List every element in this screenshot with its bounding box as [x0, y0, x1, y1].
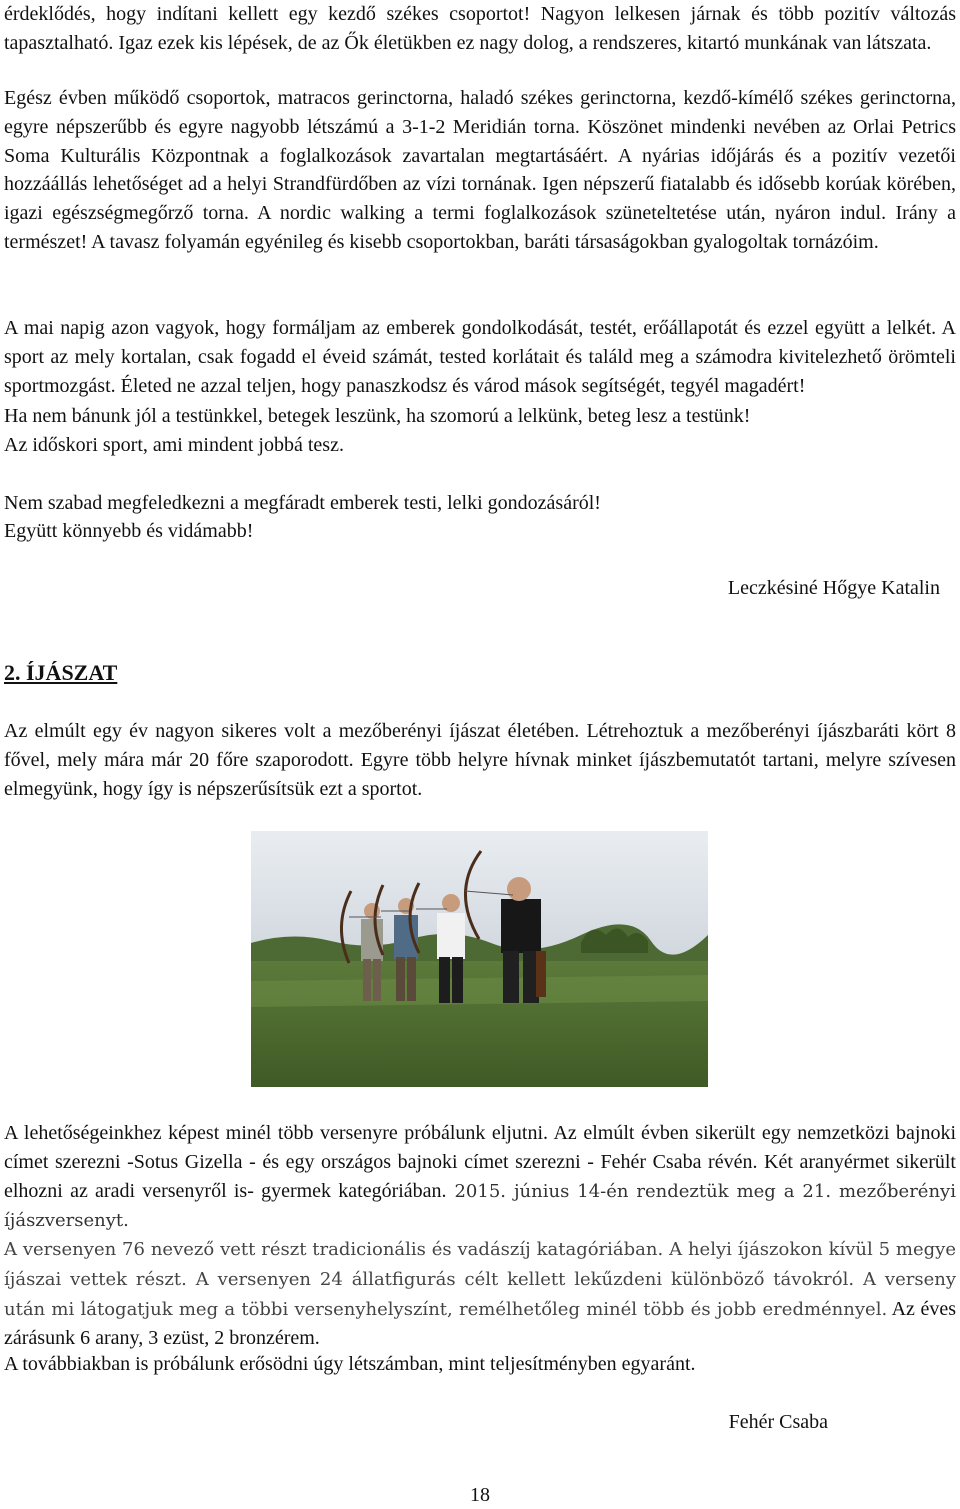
competitions-text: A lehetőségeinkhez képest minél több versenyre próbálunk eljutni. Az elmúlt évben sikerült egy nemzetközi bajnoki címet szerezni -Sotus Gizella - és egy országos bajnoki címet szerezni - Fehér Csaba révén. Két aranyérmet sikerült elhozni az aradi versenyről is- gyermek kategóriában. [4, 1122, 956, 1202]
signature-katalin: Leczkésiné Hőgye Katalin [727, 577, 940, 599]
page-number: 18 [470, 1484, 490, 1506]
paragraph-groups: Egész évben működő csoportok, matracos gerinctorna, haladó székes gerinctorna, kezdő-kímélő székes gerinctorna, egyre népszerűbb és egyre nagyobb létszámú a 3-1-2 Meridián torna. Köszönet mindenki nevében az Orlai Petrics Soma Kulturális Központnak a foglalkozások zavartalan megtartásáért. A nyárias időjárás és a pozitív vezetői hozzáállás lehetőséget ad a helyi Strandfürdőben az vízi tornának. Igen népszerű fiatalabb és idősebb korúak körében, igazi egészségmegőrző torna. A nordic walking a termi foglalkozások szüneteltetése után, nyáron indul. Irány a természet! A tavasz folyamán egyénileg és kisebb csoportokban, baráti társaságokban gyalogoltak tornázóim. [4, 87, 956, 253]
paragraph-intro: érdeklődés, hogy indítani kellett egy kezdő székes csoportot! Nagyon lelkesen járnak és több pozitív változás tapasztalható. Igaz ezek kis lépések, de az Ők életükben ez nagy dolog, a rendszeres, kitartó munkának van látszata. [4, 3, 956, 54]
paragraph-archery-competitions [4, 1119, 956, 1236]
line-together: Együtt könnyebb és vidámabb! [4, 520, 254, 542]
line-care: Nem szabad megfeledkezni a megfáradt emberek testi, lelki gondozásáról! [4, 492, 601, 514]
paragraph-mission: A mai napig azon vagyok, hogy formáljam az emberek gondolkodását, testét, erőállapotát és ezzel együtt a lelkét. A sport az mely kortalan, csak fogadd el éveid számát, tested korlátait és találd meg a számodra kivitelezhető örömteli sportmozgást. Életed ne azzal teljen, hogy panaszkodsz és várod mások segítségét, tegyél magadért! [4, 317, 956, 397]
line-body-soul: Ha nem bánunk jól a testünkkel, betegek leszünk, ha szomorú a lelkünk, beteg lesz a testünk! [4, 405, 751, 427]
line-elderly-sport: Az időskori sport, ami mindent jobbá tesz. [4, 434, 344, 456]
competition-date-text: 2015. június 14-én rendeztük meg a 21. mezőberényi íjászversenyt. [4, 1180, 956, 1232]
signature-csaba: Fehér Csaba [728, 1411, 828, 1433]
medals-text: Az éves zárásunk 6 arany, 3 ezüst, 2 bronzérem. [4, 1297, 956, 1350]
paragraph-archery-future: A továbbiakban is próbálunk erősödni úgy létszámban, mint teljesítményben egyaránt. [4, 1353, 696, 1375]
section-heading-archery: 2. ÍJÁSZAT [4, 660, 118, 685]
archers-photo-image [251, 831, 708, 1087]
archers-photo [251, 831, 708, 1087]
paragraph-archery-results [4, 1235, 956, 1353]
results-text: A versenyen 76 nevező vett részt tradicionális és vadászíj katagóriában. A helyi íjászokon kívül 5 megye íjászai vettek részt. A versenyen 24 állatfigurás célt kellett lekűzdeni különböző távokról. A verseny után mi látogatjuk meg a többi versenyhelyszínt, remélhetőleg minél több és jobb eredménnyel. [4, 1239, 956, 1320]
paragraph-archery-intro: Az elmúlt egy év nagyon sikeres volt a mezőberényi íjászat életében. Létrehoztuk a mezőberényi íjászbaráti kört 8 fővel, mely mára már 20 főre szaporodott. Egyre több helyre hívnak minket íjászbemutatót tartani, melyre szívesen elmegyünk, hogy így is népszerűsítsük ezt a sportot. [4, 720, 956, 800]
